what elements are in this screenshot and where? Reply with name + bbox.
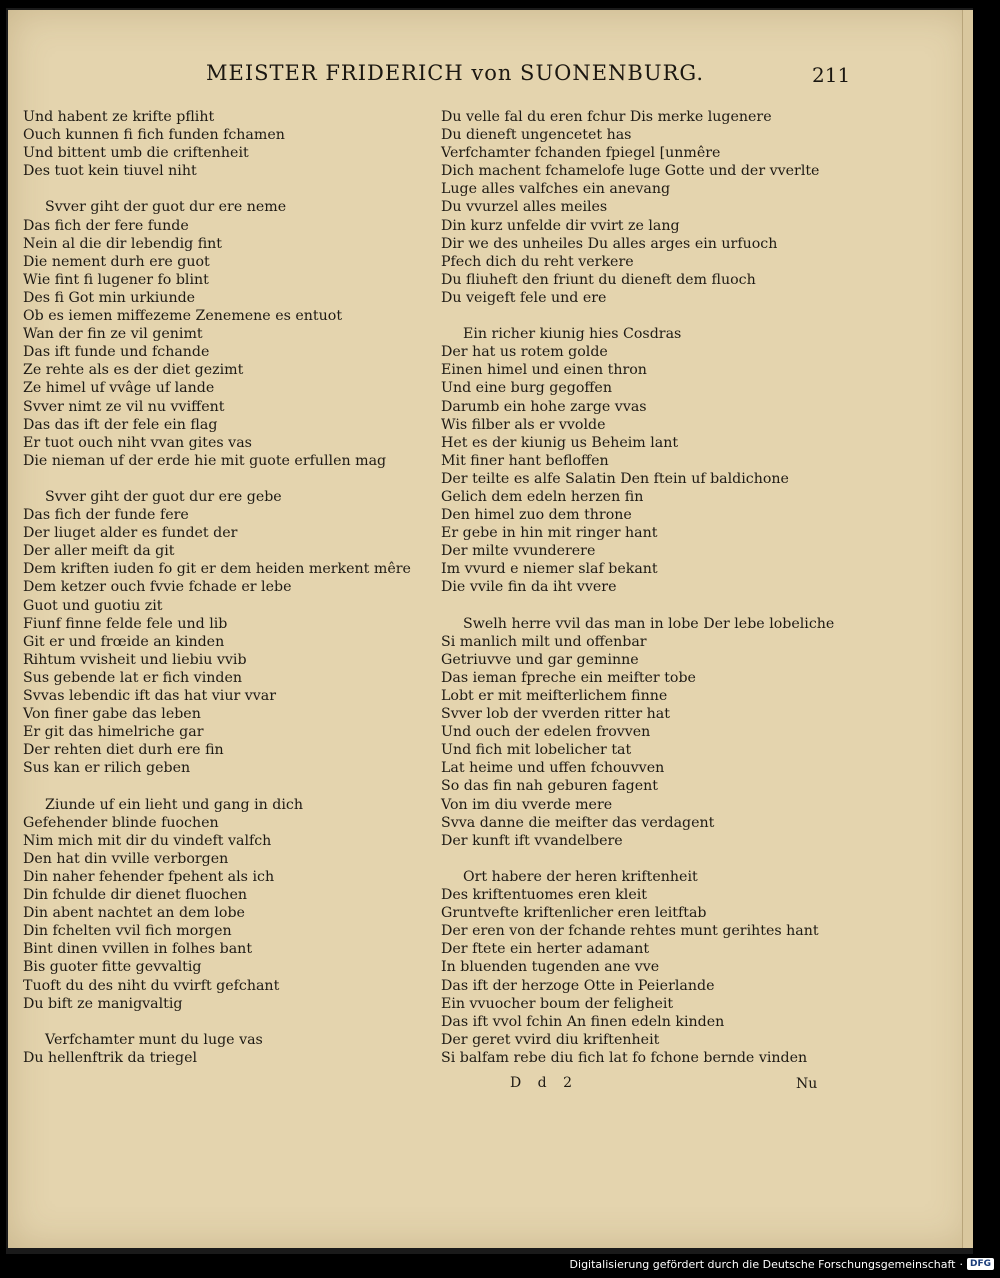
verse-line: Ort habere der heren kriftenheit — [463, 868, 698, 885]
verse-line: So das fin nah geburen fagent — [441, 778, 659, 795]
page-edge — [962, 10, 973, 1248]
verse-line: Tuoft du des niht du vvirft gefchant — [23, 977, 280, 994]
verse-line: Die nement durh ere guot — [23, 253, 210, 270]
verse-line: Das fich der fere funde — [23, 217, 189, 234]
signature-mark: D d 2 — [510, 1075, 578, 1091]
verse-line: Guot und guotiu zit — [23, 597, 163, 614]
verse-line: Ziunde uf ein lieht und gang in dich — [45, 796, 303, 813]
verse-line: Wie fint fi lugener fo blint — [23, 271, 209, 288]
verse-line: Gruntvefte kriftenlicher eren leitftab — [441, 905, 707, 922]
verse-line: Der kunft ift vvandelbere — [441, 832, 623, 849]
stanza-gap — [441, 850, 856, 868]
verse-line: Du bift ze manigvaltig — [23, 995, 183, 1012]
right-column — [441, 108, 856, 1067]
verse-line: Der milte vvunderere — [441, 543, 596, 560]
stanza — [23, 108, 428, 180]
verse-line: Das ieman fpreche ein meifter tobe — [441, 669, 696, 686]
verse-line: Die vvile fin da iht vvere — [441, 579, 617, 596]
stanza-gap — [23, 470, 428, 488]
verse-line: Wan der fin ze vil genimt — [23, 326, 203, 343]
verse-line: Des kriftentuomes eren kleit — [441, 887, 647, 904]
page-number: 211 — [812, 63, 851, 87]
verse-line: Du fliuheft den friunt du dieneft dem fluoch — [441, 271, 756, 288]
verse-line: Git er und frœide an kinden — [23, 633, 225, 650]
verse-line: Das fich der funde fere — [23, 507, 189, 524]
verse-line: Du hellenftrik da triegel — [23, 1049, 198, 1066]
verse-line: Ouch kunnen fi fich funden fchamen — [23, 127, 285, 144]
verse-line: Den himel zuo dem throne — [441, 507, 632, 524]
verse-line: Svver giht der guot dur ere neme — [45, 199, 287, 216]
verse-line: Und ouch der edelen frovven — [441, 724, 651, 741]
verse-line: Verfchamter munt du luge vas — [45, 1031, 263, 1048]
verse-line: Sus kan er rilich geben — [23, 760, 191, 777]
verse-line: Si balfam rebe diu fich lat fo fchone bernde vinden — [441, 1049, 808, 1066]
verse-line: Der rehten diet durh ere fin — [23, 742, 224, 759]
verse-line: Het es der kiunig us Beheim lant — [441, 434, 679, 451]
stanza-gap — [23, 180, 428, 198]
catchword: Nu — [796, 1076, 818, 1092]
verse-line: Rihtum vvisheit und liebiu vvib — [23, 651, 247, 668]
verse-line: Er gebe in hin mit ringer hant — [441, 525, 658, 542]
verse-line: Si manlich milt und offenbar — [441, 633, 647, 650]
verse-line: Svvas lebendic ift das hat viur vvar — [23, 688, 277, 704]
separator-dot: · — [959, 1257, 963, 1271]
stanza — [23, 198, 428, 469]
verse-line: Des fi Got min urkiunde — [23, 289, 196, 306]
verse-line: Den hat din vville verborgen — [23, 850, 229, 867]
stanza — [23, 796, 428, 1013]
verse-line: Svver giht der guot dur ere gebe — [45, 488, 282, 505]
verse-line: Gefehender blinde fuochen — [23, 814, 219, 831]
verse-line: Nein al die dir lebendig fint — [23, 235, 222, 252]
verse-line: Din kurz unfelde dir vvirt ze lang — [441, 217, 680, 234]
verse-line: Bis guoter fitte gevvaltig — [23, 959, 202, 976]
verse-line: Des tuot kein tiuvel niht — [23, 163, 197, 180]
verse-line: Ein vvuocher boum der feligheit — [441, 995, 674, 1012]
stanza — [441, 325, 856, 596]
verse-line: Die nieman uf der erde hie mit guote erfullen mag — [23, 452, 387, 469]
verse-line: Dem kriften iuden fo git er dem heiden merkent mêre — [23, 561, 411, 578]
verse-line: In bluenden tugenden ane vve — [441, 959, 660, 976]
verse-line: Du vvurzel alles meiles — [441, 199, 608, 216]
verse-line: Dir we des unheiles Du alles arges ein urfuoch — [441, 235, 778, 252]
verse-line: Svva danne die meifter das verdagent — [441, 814, 715, 831]
verse-line: Wis filber als er vvolde — [441, 416, 606, 433]
verse-line: Swelh herre vvil das man in lobe Der lebe lobeliche — [463, 615, 835, 632]
verse-line: Der teilte es alfe Salatin Den ftein uf baldichone — [441, 470, 789, 487]
verse-line: Getriuvve und gar geminne — [441, 651, 639, 668]
verse-line: Und habent ze krifte pfliht — [23, 109, 215, 125]
verse-line: Ein richer kiunig hies Cosdras — [463, 326, 682, 343]
stanza — [23, 488, 428, 778]
credit-text: Digitalisierung gefördert durch die Deutsche Forschungsgemeinschaft — [569, 1257, 956, 1271]
verse-line: Luge alles valfches ein anevang — [441, 181, 671, 198]
dfg-logo-icon: DFG — [967, 1258, 994, 1270]
verse-line: Din naher fehender fpehent als ich — [23, 868, 275, 885]
stanza — [441, 615, 856, 850]
verse-line: Der eren von der fchande rehtes munt gerihtes hant — [441, 923, 819, 940]
verse-line: Svver nimt ze vil nu vviffent — [23, 398, 225, 415]
stanza — [441, 868, 856, 1067]
verse-line: Und fich mit lobelicher tat — [441, 742, 632, 759]
stanza-gap — [441, 597, 856, 615]
verse-line: Von im diu vverde mere — [441, 796, 613, 813]
stanza-gap — [441, 307, 856, 325]
verse-line: Du velle fal du eren fchur Dis merke lugenere — [441, 109, 772, 125]
verse-line: Und eine burg gegoffen — [441, 380, 612, 397]
left-column — [23, 108, 428, 1067]
page-title: MEISTER FRIDERICH von SUONENBURG. — [206, 61, 705, 85]
verse-line: Das das ift der fele ein flag — [23, 416, 218, 433]
verse-line: Das ift funde und fchande — [23, 344, 210, 361]
verse-line: Lobt er mit meifterlichem finne — [441, 688, 668, 704]
verse-line: Din fchelten vvil fich morgen — [23, 923, 232, 940]
verse-line: Pfech dich du reht verkere — [441, 253, 634, 270]
verse-line: Ze rehte als es der diet gezimt — [23, 362, 244, 379]
verse-line: Mit finer hant befloffen — [441, 452, 609, 469]
stanza-gap — [23, 1013, 428, 1031]
stanza — [23, 1031, 428, 1067]
verse-line: Din abent nachtet an dem lobe — [23, 905, 245, 922]
verse-line: Bint dinen vvillen in folhes bant — [23, 941, 253, 958]
verse-line: Du veigeft fele und ere — [441, 289, 607, 306]
verse-line: Du dieneft ungencetet has — [441, 127, 632, 144]
verse-line: Svver lob der vverden ritter hat — [441, 706, 670, 723]
running-header — [0, 55, 972, 95]
verse-line: Darumb ein hohe zarge vvas — [441, 398, 647, 415]
verse-line: Im vvurd e niemer slaf bekant — [441, 561, 658, 578]
verse-line: Das ift vvol fchin An finen edeln kinden — [441, 1013, 725, 1030]
stanza-gap — [23, 777, 428, 795]
verse-line: Nim mich mit dir du vindeft valfch — [23, 832, 272, 849]
verse-line: Einen himel und einen thron — [441, 362, 647, 379]
verse-line: Der liuget alder es fundet der — [23, 525, 238, 542]
digitization-credit — [570, 1254, 994, 1274]
stanza — [441, 108, 856, 307]
verse-line: Der aller meift da git — [23, 543, 175, 560]
verse-line: Der geret vvird diu kriftenheit — [441, 1031, 660, 1048]
verse-line: Der ftete ein herter adamant — [441, 941, 650, 958]
verse-line: Er tuot ouch niht vvan gites vas — [23, 434, 252, 451]
verse-line: Dem ketzer ouch fvvie fchade er lebe — [23, 579, 292, 596]
verse-line: Lat heime und uffen fchouvven — [441, 760, 665, 777]
verse-line: Sus gebende lat er fich vinden — [23, 669, 242, 686]
verse-line: Ze himel uf vvâge uf lande — [23, 380, 215, 397]
verse-line: Und bittent umb die criftenheit — [23, 145, 249, 162]
verse-line: Ob es iemen miffezeme Zenemene es entuot — [23, 308, 343, 325]
verse-line: Gelich dem edeln herzen fin — [441, 488, 644, 505]
verse-line: Er git das himelriche gar — [23, 724, 204, 741]
verse-line: Der hat us rotem golde — [441, 344, 608, 361]
verse-line: Din fchulde dir dienet fluochen — [23, 887, 247, 904]
verse-line: Das ift der herzoge Otte in Peierlande — [441, 977, 715, 994]
verse-line: Dich machent fchamelofe luge Gotte und der vverlte — [441, 163, 820, 180]
verse-line: Fiunf finne felde fele und lib — [23, 615, 228, 632]
verse-line: Verfchamter fchanden fpiegel [unmêre — [441, 145, 721, 162]
verse-line: Von finer gabe das leben — [23, 706, 201, 723]
